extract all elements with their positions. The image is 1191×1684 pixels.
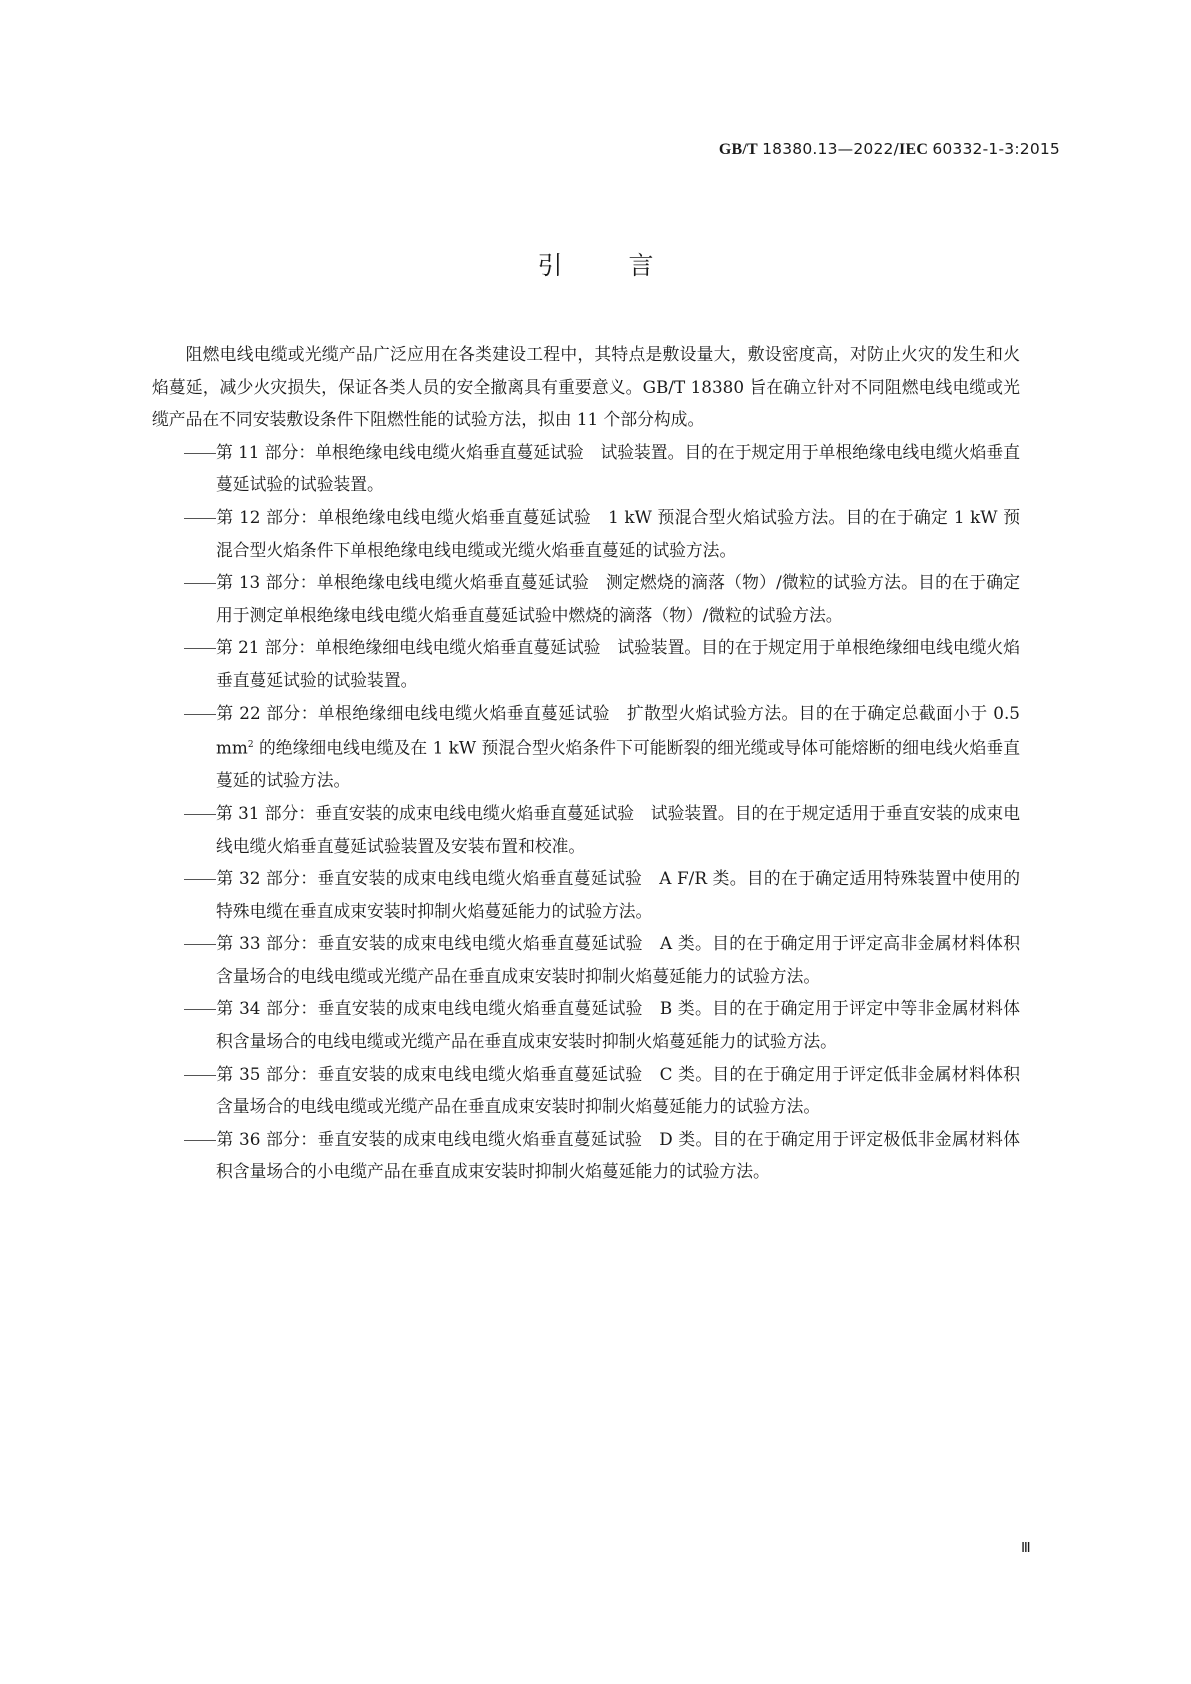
- em-dash-marker: [152, 648, 216, 649]
- em-dash-marker: [152, 583, 216, 584]
- list-item-part-22: [152, 697, 1020, 797]
- em-dash-marker: [152, 1009, 216, 1010]
- list-item-text-continued: 的绝缘细电线电缆及在 1 kW 预混合型火焰条件下可能断裂的细光缆或导体可能熔断的细电线火焰垂直蔓延的试验方法。: [216, 737, 1020, 791]
- em-dash-marker: [152, 879, 216, 880]
- list-item-text: 第 22 部分：单根绝缘细电线电缆火焰垂直蔓延试验 扩散型火焰试验方法。目的在于确定总截面小于 0.5 mm: [216, 702, 1020, 758]
- list-item-part-36: [152, 1123, 1020, 1188]
- em-dash-marker: [152, 944, 216, 945]
- list-item-text: 第 32 部分：垂直安装的成束电线电缆火焰垂直蔓延试验 A F/R 类。目的在于确定适用特殊装置中使用的特殊电缆在垂直成束安装时抑制火焰蔓延能力的试验方法。: [216, 868, 1020, 921]
- list-item-part-21: [152, 631, 1020, 696]
- em-dash-marker: [152, 814, 216, 815]
- list-item-part-35: [152, 1058, 1020, 1123]
- list-item-part-31: [152, 797, 1020, 862]
- intro-paragraph: 阻燃电线电缆或光缆产品广泛应用在各类建设工程中，其特点是敷设量大，敷设密度高，对防止火灾的发生和火焰蔓延，减少火灾损失，保证各类人员的安全撤离具有重要意义。GB/T 18380 旨在确立针对不同阻燃电线电缆或光缆产品在不同安装敷设条件下阻燃性能的试验方法，拟由 11 个部分构成。: [152, 344, 1020, 430]
- iec-number: 60332-1-3:2015: [932, 140, 1060, 158]
- list-item-part-11: [152, 436, 1020, 501]
- list-item-part-13: [152, 566, 1020, 631]
- em-dash-marker: [152, 1140, 216, 1141]
- standard-code-header: [719, 140, 1060, 159]
- list-item-text: 第 35 部分：垂直安装的成束电线电缆火焰垂直蔓延试验 C 类。目的在于确定用于评定低非金属材料体积含量场合的电线电缆或光缆产品在垂直成束安装时抑制火焰蔓延能力的试验方法。: [216, 1063, 1020, 1117]
- list-item-text: 第 31 部分：垂直安装的成束电线电缆火焰垂直蔓延试验 试验装置。目的在于规定适用于垂直安装的成束电线电缆火焰垂直蔓延试验装置及安装布置和校准。: [216, 802, 1020, 856]
- list-item-text: 第 12 部分：单根绝缘电线电缆火焰垂直蔓延试验 1 kW 预混合型火焰试验方法。目的在于确定 1 kW 预混合型火焰条件下单根绝缘电线电缆或光缆火焰垂直蔓延的试验方法。: [216, 506, 1020, 560]
- list-item-text: 第 13 部分：单根绝缘电线电缆火焰垂直蔓延试验 测定燃烧的滴落（物）/微粒的试验方法。目的在于确定用于测定单根绝缘电线电缆火焰垂直蔓延试验中燃烧的滴落（物）/微粒的试验方法。: [216, 572, 1020, 625]
- standard-prefix: GB/T: [718, 141, 758, 158]
- standard-number: 18380.13—2022/: [762, 140, 900, 158]
- em-dash-marker: [152, 714, 216, 715]
- em-dash-marker: [152, 518, 216, 519]
- list-item-text: 第 34 部分：垂直安装的成束电线电缆火焰垂直蔓延试验 B 类。目的在于确定用于评定中等非金属材料体积含量场合的电线电缆或光缆产品在垂直成束安装时抑制火焰蔓延能力的试验方法。: [216, 998, 1020, 1052]
- list-item-text: 第 11 部分：单根绝缘电线电缆火焰垂直蔓延试验 试验装置。目的在于规定用于单根绝缘电线电缆火焰垂直蔓延试验的试验装置。: [216, 441, 1020, 495]
- list-item-text: 第 21 部分：单根绝缘细电线电缆火焰垂直蔓延试验 试验装置。目的在于规定用于单根绝缘细电线电缆火焰垂直蔓延试验的试验装置。: [216, 637, 1020, 690]
- list-item-part-12: [152, 501, 1020, 566]
- em-dash-marker: [152, 453, 216, 454]
- em-dash-marker: [152, 1075, 216, 1076]
- document-body: [152, 338, 1020, 1188]
- page-title: 引言: [537, 251, 720, 280]
- page-number: Ⅲ: [1021, 1541, 1031, 1556]
- list-item-text: 第 33 部分：垂直安装的成束电线电缆火焰垂直蔓延试验 A 类。目的在于确定用于评定高非金属材料体积含量场合的电线电缆或光缆产品在垂直成束安装时抑制火焰蔓延能力的试验方法。: [216, 933, 1020, 986]
- list-item-text: 第 36 部分：垂直安装的成束电线电缆火焰垂直蔓延试验 D 类。目的在于确定用于评定极低非金属材料体积含量场合的小电缆产品在垂直成束安装时抑制火焰蔓延能力的试验方法。: [216, 1128, 1020, 1182]
- list-item-part-33: [152, 927, 1020, 992]
- superscript: 2: [247, 740, 254, 751]
- iec-prefix: IEC: [899, 141, 929, 158]
- list-item-part-34: [152, 992, 1020, 1057]
- list-item-part-32: [152, 862, 1020, 927]
